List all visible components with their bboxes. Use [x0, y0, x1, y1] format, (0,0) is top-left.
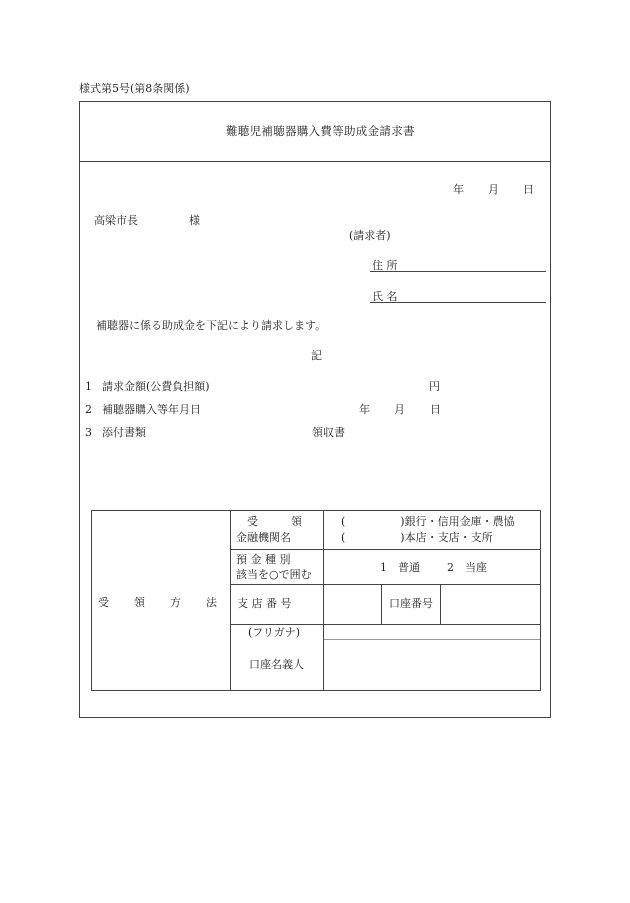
addressee-name: 高梁市長	[94, 214, 138, 227]
account-type-option-2: 2 当座	[447, 561, 487, 574]
item-3-value: 領収書	[312, 426, 345, 439]
table-hline-2	[230, 584, 541, 585]
table-vline-branch	[381, 584, 382, 624]
bank-label-line1: 受 領	[247, 515, 302, 528]
account-type-label-line1: 預 金 種 別	[236, 553, 291, 566]
bank-label-line2: 金融機関名	[236, 531, 291, 544]
item-1-number: 1	[85, 380, 92, 393]
address-line	[370, 271, 546, 272]
branch-number-label: 支 店 番 号	[237, 597, 292, 610]
name-label: 氏 名	[372, 290, 398, 303]
ki-label: 記	[311, 349, 322, 362]
form-title: 難聴児補聴器購入費等助成金請求書	[226, 124, 415, 138]
requester-heading: (請求者)	[349, 229, 391, 242]
furigana-divider	[324, 639, 540, 640]
item-1-value: 円	[429, 380, 440, 393]
item-2-year: 年	[359, 403, 370, 416]
item-2-month: 月	[394, 403, 405, 416]
name-line	[370, 302, 546, 303]
account-holder-label: 口座名義人	[249, 658, 304, 671]
date-month-label: 月	[488, 183, 499, 196]
item-2-number: 2	[85, 403, 92, 416]
date-day-label: 日	[523, 183, 534, 196]
account-type-option-1: 1 普通	[380, 561, 420, 574]
item-3-label: 添付書類	[102, 426, 146, 439]
account-number-label: 口座番号	[389, 597, 433, 610]
item-3-number: 3	[85, 426, 92, 439]
addressee-honorific: 様	[189, 214, 200, 227]
title-divider	[79, 161, 551, 162]
table-hline-1	[230, 549, 541, 550]
receipt-method-header: 受 領 方 法	[98, 596, 218, 609]
table-hline-3	[230, 624, 541, 625]
bank-value-line2: ( )本店・支店・支所	[341, 531, 493, 544]
item-2-day: 日	[430, 403, 441, 416]
bank-value-line1: ( )銀行・信用金庫・農協	[341, 515, 515, 528]
table-vline-header	[230, 510, 231, 691]
date-year-label: 年	[453, 183, 464, 196]
table-vline-label	[323, 510, 324, 691]
request-sentence: 補聴器に係る助成金を下記により請求します。	[96, 319, 327, 332]
account-type-label-line2: 該当を○で囲む	[236, 568, 312, 581]
form-number: 様式第5号(第8条関係)	[79, 82, 190, 95]
address-label: 住 所	[372, 259, 398, 272]
furigana-label: (フリガナ)	[248, 626, 301, 639]
table-vline-account	[440, 584, 441, 624]
item-1-label: 請求金額(公費負担額)	[102, 380, 210, 393]
item-2-label: 補聴器購入等年月日	[102, 403, 201, 416]
